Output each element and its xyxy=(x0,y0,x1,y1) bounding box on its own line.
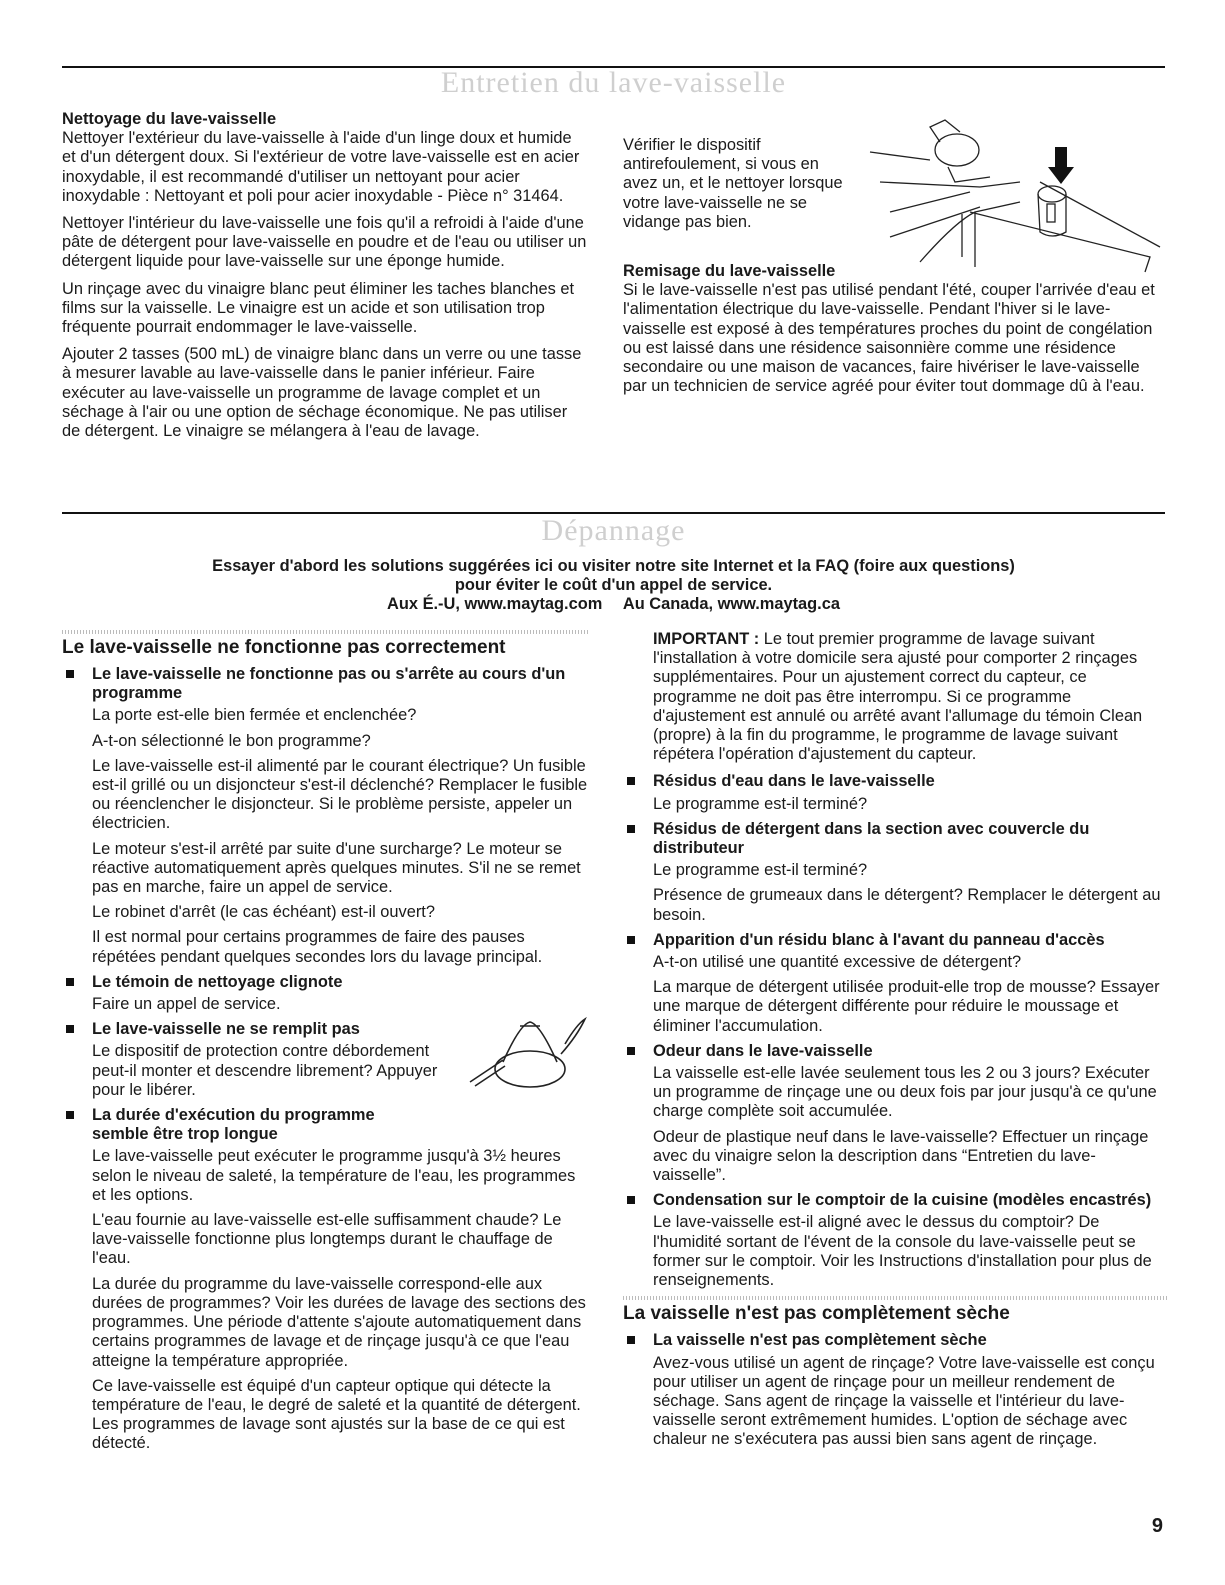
problem-title: Résidus d'eau dans le lave-vaisselle xyxy=(653,772,935,791)
solution-text: Présence de grumeaux dans le détergent? Remplacer le détergent au besoin. xyxy=(653,886,1161,924)
problem-item xyxy=(623,820,1168,925)
solution-text: Le lave-vaisselle peut exécuter le programme jusqu'à 3½ heures selon le niveau de saleté, la température de l'eau, les programmes et les options. xyxy=(92,1147,576,1204)
solution-text: A-t-on sélectionné le bon programme? xyxy=(92,731,371,750)
solution-text: A-t-on utilisé une quantité excessive de détergent? xyxy=(653,953,1022,972)
solution-text: La marque de détergent utilisée produit-elle trop de mousse? Essayer une marque de détergent différente pour réduire le moussage et éliminer l'accumulation. xyxy=(653,978,1160,1035)
problem-title: Apparition d'un résidu blanc à l'avant du panneau d'accès xyxy=(653,930,1105,949)
problem-title: La vaisselle n'est pas complètement sèche xyxy=(653,1331,987,1350)
solution-text: Le dispositif de protection contre débordement peut-il monter et descendre librement? Appuyer pour le libérer. xyxy=(92,1042,438,1099)
solution-text: Le programme est-il terminé? xyxy=(653,794,868,813)
solution-text: Ce lave-vaisselle est équipé d'un capteur optique qui détecte la température de l'eau, le degré de saleté et la quantité de détergent. Les programmes de lavage sont ajustés sur la base de ce qui est détecté. xyxy=(92,1376,581,1453)
troubleshoot-right-column xyxy=(623,630,1168,1456)
solution-text: La vaisselle est-elle lavée seulement tous les 2 ou 3 jours? Exécuter un programme de rinçage une ou deux fois par jour jusqu'à ce qu'une charge complète soit accumulée. xyxy=(653,1064,1157,1121)
bullet xyxy=(627,936,635,944)
section-divider xyxy=(623,1296,1168,1300)
intro-line-1: Essayer d'abord les solutions suggérées ici ou visiter notre site Internet et la FAQ (foire aux questions) xyxy=(212,557,1015,575)
problem-title: La durée d'exécution du programme semble être trop longue xyxy=(92,1106,375,1144)
important-note xyxy=(623,630,1168,764)
section-divider xyxy=(62,630,590,634)
solution-text: Avez-vous utilisé un agent de rinçage? Votre lave-vaisselle est conçu pour utiliser un agent de rinçage pour un meilleur rendement de séchage. Sans agent de rinçage la vaisselle et l'intérieur du lave-vaisselle seront extrêmement humides. L'option de séchage avec chaleur ne s'exécutera pas aussi bien sans agent de rinçage. xyxy=(653,1353,1155,1449)
problem-title: Le témoin de nettoyage clignote xyxy=(92,972,343,991)
section1-heading: Le lave-vaisselle ne fonctionne pas correctement xyxy=(62,637,506,658)
intro-links xyxy=(62,595,1165,614)
section2-heading: La vaisselle n'est pas complètement sèche xyxy=(623,1303,1010,1325)
cleaning-paragraph: Ajouter 2 tasses (500 mL) de vinaigre blanc dans un verre ou une tasse à mesurer lavable au lave-vaisselle dans le panier inférieur. Faire exécuter au lave-vaisselle un programme de lavage complet et un séchage à l'air ou une option de séchage économique. Ne pas utiliser de détergent. Le vinaigre se mélangera à l'eau de lavage. xyxy=(62,345,582,441)
problem-item xyxy=(623,772,1168,813)
storage-text: Si le lave-vaisselle n'est pas utilisé pendant l'été, couper l'arrivée d'eau et l'alimentation électrique du lave-vaisselle. Pendant l'hiver si le lave-vaisselle est exposé à des températures proches du point de congélation ou est laissé dans une résidence saisonnière comme une résidence secondaire ou une maison de vacances, faire hivériser le lave-vaisselle par un technicien de service agréé pour éviter tout dommage dû à l'eau. xyxy=(623,281,1155,396)
solution-text: L'eau fournie au lave-vaisselle est-elle suffisamment chaude? Le lave-vaisselle fonctionne plus longtemps durant le chauffage de l'eau. xyxy=(92,1211,562,1268)
solution-text: Odeur de plastique neuf dans le lave-vaisselle? Effectuer un rinçage avec du vinaigre selon la description dans “Entretien du lave-vaisselle”. xyxy=(653,1127,1149,1185)
problem-title: Odeur dans le lave-vaisselle xyxy=(653,1041,873,1060)
problem-title: Le lave-vaisselle ne se remplit pas xyxy=(92,1020,360,1039)
problem-item xyxy=(623,1191,1168,1290)
problem-title: Condensation sur le comptoir de la cuisine (modèles encastrés) xyxy=(653,1191,1152,1210)
solution-text: Le robinet d'arrêt (le cas échéant) est-il ouvert? xyxy=(92,903,435,922)
cleaning-column xyxy=(62,110,587,449)
solution-text: Il est normal pour certains programmes de faire des pauses répétées pendant quelques secondes lors du lavage principal. xyxy=(92,928,543,966)
troubleshooting-title: Dépannage xyxy=(541,514,686,547)
bullet xyxy=(627,825,635,833)
storage-heading: Remisage du lave-vaisselle xyxy=(623,262,836,280)
storage-column xyxy=(623,262,1163,404)
bullet xyxy=(66,670,74,678)
bullet xyxy=(627,1047,635,1055)
link-ca[interactable]: Au Canada, www.maytag.ca xyxy=(622,595,840,614)
float-illustration xyxy=(465,1014,590,1094)
maintenance-title: Entretien du lave-vaisselle xyxy=(440,66,787,99)
important-label: IMPORTANT : xyxy=(653,630,760,648)
problem-item xyxy=(62,973,590,1014)
airgap-text: Vérifier le dispositif antirefoulement, si vous en avez un, et le nettoyer lorsque votre lave-vaisselle ne se vidange pas bien. xyxy=(623,136,843,231)
solution-text: Le moteur s'est-il arrêté par suite d'une surcharge? Le moteur se réactive automatiquement après quelques minutes. S'il ne se remet pas en marche, faire un appel de service. xyxy=(92,839,581,897)
solution-text: Le lave-vaisselle est-il aligné avec le dessus du comptoir? De l'humidité sortant de l'évent de la console du lave-vaisselle peut se former sur le comptoir. Voir les Instructions d'installation pour plus de renseignements. xyxy=(653,1213,1152,1290)
problem-item xyxy=(62,1020,590,1100)
problem-item xyxy=(623,931,1168,1036)
cleaning-heading: Nettoyage du lave-vaisselle xyxy=(62,110,277,128)
solution-text: Le programme est-il terminé? xyxy=(653,861,868,880)
troubleshoot-left-column xyxy=(62,630,590,1460)
solution-text: La durée du programme du lave-vaisselle correspond-elle aux durées de programmes? Voir les durées de lavage des sections des programmes. Une période d'attente s'ajoute automatiquement dans certains programmes de lavage et de rinçage jusqu'à ce que l'eau atteigne la température appropriée. xyxy=(92,1274,586,1370)
problem-item xyxy=(623,1331,1168,1449)
bullet xyxy=(627,1336,635,1344)
air-gap-illustration xyxy=(860,112,1165,287)
solution-text: Faire un appel de service. xyxy=(92,995,281,1014)
bullet xyxy=(627,777,635,785)
solution-text: Le lave-vaisselle est-il alimenté par le courant électrique? Un fusible est-il grillé ou un disjoncteur s'est-il déclenché? Remplacer le fusible ou réenclencher le disjoncteur. Si le problème persiste, appeler un électricien. xyxy=(92,756,588,833)
bullet xyxy=(627,1196,635,1204)
cleaning-paragraph: Nettoyer l'intérieur du lave-vaisselle une fois qu'il a refroidi à l'aide d'une pâte de détergent pour lave-vaisselle en poudre et de l'eau ou utiliser un détergent liquide pour lave-vaisselle sur une éponge humide. xyxy=(62,214,587,271)
bullet xyxy=(66,1025,74,1033)
problem-title: Le lave-vaisselle ne fonctionne pas ou s'arrête au cours d'un programme xyxy=(92,665,566,703)
cleaning-paragraph: Nettoyer l'extérieur du lave-vaisselle à l'aide d'un linge doux et humide et d'un détergent doux. Si l'extérieur de votre lave-vaisselle est en acier inoxydable, il est recommandé d'utiliser un nettoyant pour acier inoxydable : Nettoyant et poli pour acier inoxydable - Pièce n° 31464. xyxy=(62,129,580,205)
troubleshooting-intro xyxy=(62,557,1165,615)
page-number: 9 xyxy=(1151,1515,1163,1537)
important-text: Le tout premier programme de lavage suivant l'installation à votre domicile sera ajusté pour comporter 2 rinçages supplémentaires. Pour un ajustement correct du capteur, ce programme ne doit pas être interrompu. Si ce programme d'ajustement est annulé ou arrêté avant l'allumage du témoin Clean (propre) à la fin du programme, le programme de lavage suivant répétera l'opération d'ajustement du capteur. xyxy=(653,630,1143,764)
cleaning-paragraph: Un rinçage avec du vinaigre blanc peut éliminer les taches blanches et films sur la vaisselle. Le vinaigre est un acide et son utilisation trop fréquente pourrait endommager le lave-vaisselle. xyxy=(62,279,575,337)
problem-title: Résidus de détergent dans la section avec couvercle du distributeur xyxy=(653,819,1090,858)
problem-item xyxy=(623,1042,1168,1185)
problem-item xyxy=(62,665,590,967)
intro-line-2: pour éviter le coût d'un appel de service. xyxy=(454,576,773,595)
link-us[interactable]: Aux É.-U, www.maytag.com xyxy=(387,595,603,614)
problem-item xyxy=(62,1106,590,1453)
bullet xyxy=(66,1111,74,1119)
solution-text: La porte est-elle bien fermée et enclenchée? xyxy=(92,706,417,725)
bullet xyxy=(66,978,74,986)
